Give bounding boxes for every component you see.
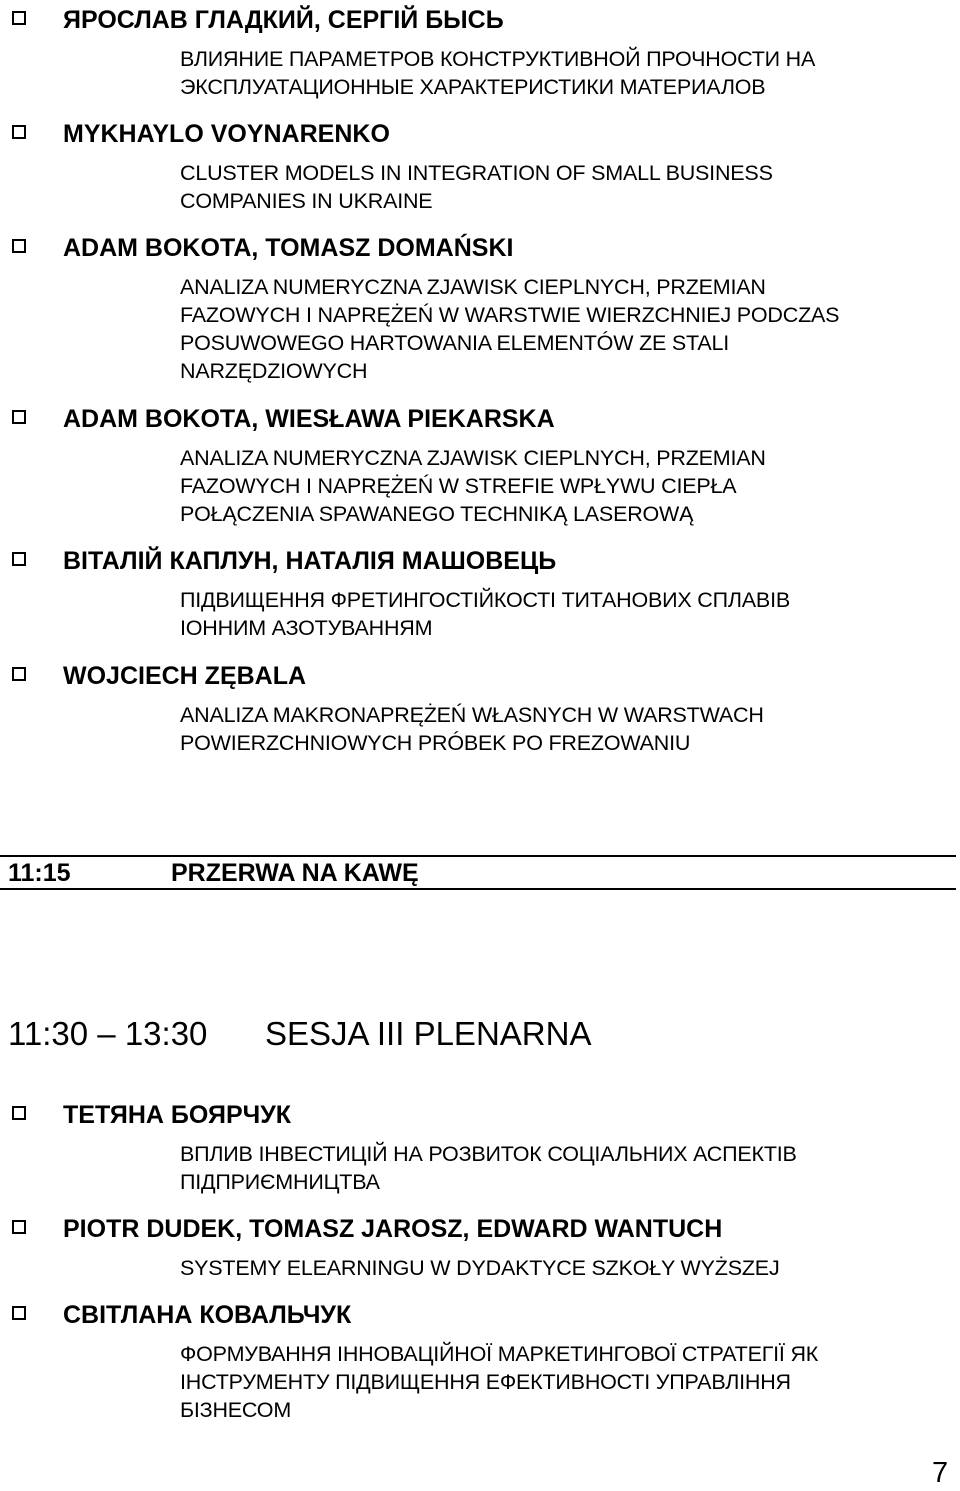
entry-title	[180, 1254, 950, 1282]
title-line: БІЗНЕСОМ	[180, 1398, 292, 1422]
entry-author: ВІТАЛІЙ КАПЛУН, НАТАЛІЯ МАШОВЕЦЬ	[63, 547, 557, 575]
entry-author: ТЕТЯНА БОЯРЧУК	[63, 1101, 292, 1129]
checkbox-bullet-icon	[12, 1306, 26, 1320]
title-line: NARZĘDZIOWYCH	[180, 359, 368, 383]
checkbox-bullet-icon	[12, 410, 26, 424]
title-line: ІНСТРУМЕНТУ ПІДВИЩЕННЯ ЕФЕКТИВНОСТІ УПРАВЛІННЯ	[180, 1370, 791, 1394]
title-line: ПІДВИЩЕННЯ ФРЕТИНГОСТІЙКОСТІ ТИТАНОВИХ СПЛАВІВ	[180, 588, 790, 612]
entry-title	[180, 444, 950, 528]
session-label: SESJA III PLENARNA	[265, 1015, 592, 1052]
title-line: SYSTEMY ELEARNINGU W DYDAKTYCE SZKOŁY WYŻSZEJ	[180, 1256, 780, 1280]
entry-title	[180, 1140, 950, 1196]
title-line: POWIERZCHNIOWYCH PRÓBEK PO FREZOWANIU	[180, 731, 691, 755]
checkbox-bullet-icon	[12, 125, 26, 139]
program-entry	[0, 661, 960, 757]
title-line: FAZOWYCH I NAPRĘŻEŃ W STREFIE WPŁYWU CIEPŁA	[180, 474, 737, 498]
program-entry	[0, 404, 960, 528]
program-entry	[0, 233, 960, 385]
checkbox-bullet-icon	[12, 1106, 26, 1120]
title-line: ПІДПРИЄМНИЦТВА	[180, 1170, 380, 1194]
break-time: 11:15	[8, 859, 71, 887]
entry-author: PIOTR DUDEK, TOMASZ JAROSZ, EDWARD WANTUCH	[63, 1215, 723, 1243]
title-line: POŁĄCZENIA SPAWANEGO TECHNIKĄ LASEROWĄ	[180, 502, 694, 526]
entry-author: ЯРОСЛАВ ГЛАДКИЙ, СЕРГІЙ БЫСЬ	[63, 6, 504, 34]
title-line: ВПЛИВ ІНВЕСТИЦІЙ НА РОЗВИТОК СОЦІАЛЬНИХ АСПЕКТІВ	[180, 1142, 797, 1166]
title-line: COMPANIES IN UKRAINE	[180, 189, 433, 213]
title-line: ANALIZA MAKRONAPRĘŻEŃ WŁASNYCH W WARSTWACH	[180, 703, 764, 727]
entry-author: СВІТЛАНА КОВАЛЬЧУК	[63, 1301, 352, 1329]
entry-title	[180, 273, 950, 385]
checkbox-bullet-icon	[12, 1220, 26, 1234]
entry-title	[180, 1340, 950, 1424]
entry-author: ADAM BOKOTA, TOMASZ DOMAŃSKI	[63, 234, 514, 262]
break-label: PRZERWA NA KAWĘ	[171, 859, 419, 887]
program-entry	[0, 1100, 960, 1196]
session-heading	[0, 1012, 960, 1056]
title-line: POSUWOWEGO HARTOWANIA ELEMENTÓW ZE STALI	[180, 331, 730, 355]
title-line: ANALIZA NUMERYCZNA ZJAWISK CIEPLNYCH, PRZEMIAN	[180, 275, 766, 299]
program-entry	[0, 5, 960, 101]
title-line: ВЛИЯНИЕ ПАРАМЕТРОВ КОНСТРУКТИВНОЙ ПРОЧНОСТИ НА	[180, 47, 816, 71]
entry-author: ADAM BOKOTA, WIESŁAWA PIEKARSKA	[63, 405, 555, 433]
entry-title	[180, 701, 950, 757]
checkbox-bullet-icon	[12, 239, 26, 253]
title-line: ЭКСПЛУАТАЦИОННЫЕ ХАРАКТЕРИСТИКИ МАТЕРИАЛОВ	[180, 75, 766, 99]
session-time: 11:30 – 13:30	[8, 1015, 208, 1052]
entry-author: WOJCIECH ZĘBALA	[63, 662, 307, 690]
checkbox-bullet-icon	[12, 667, 26, 681]
title-line: CLUSTER MODELS IN INTEGRATION OF SMALL BUSINESS	[180, 161, 773, 185]
program-entry	[0, 1214, 960, 1282]
divider	[0, 855, 956, 857]
divider	[0, 888, 956, 890]
checkbox-bullet-icon	[12, 11, 26, 25]
title-line: ANALIZA NUMERYCZNA ZJAWISK CIEPLNYCH, PRZEMIAN	[180, 446, 766, 470]
title-line: ФОРМУВАННЯ ІННОВАЦІЙНОЇ МАРКЕТИНГОВОЇ СТРАТЕГІЇ ЯК	[180, 1342, 819, 1366]
program-entry	[0, 546, 960, 642]
entry-author: MYKHAYLO VOYNARENKO	[63, 120, 390, 148]
program-entry	[0, 119, 960, 215]
entry-title	[180, 159, 950, 215]
title-line: ІОННИМ АЗОТУВАННЯМ	[180, 616, 433, 640]
title-line: FAZOWYCH I NAPRĘŻEŃ W WARSTWIE WIERZCHNIEJ PODCZAS	[180, 303, 840, 327]
page-number: 7	[932, 1457, 949, 1489]
entry-title	[180, 586, 950, 642]
entry-title	[180, 45, 950, 101]
program-entry	[0, 1300, 960, 1424]
checkbox-bullet-icon	[12, 552, 26, 566]
